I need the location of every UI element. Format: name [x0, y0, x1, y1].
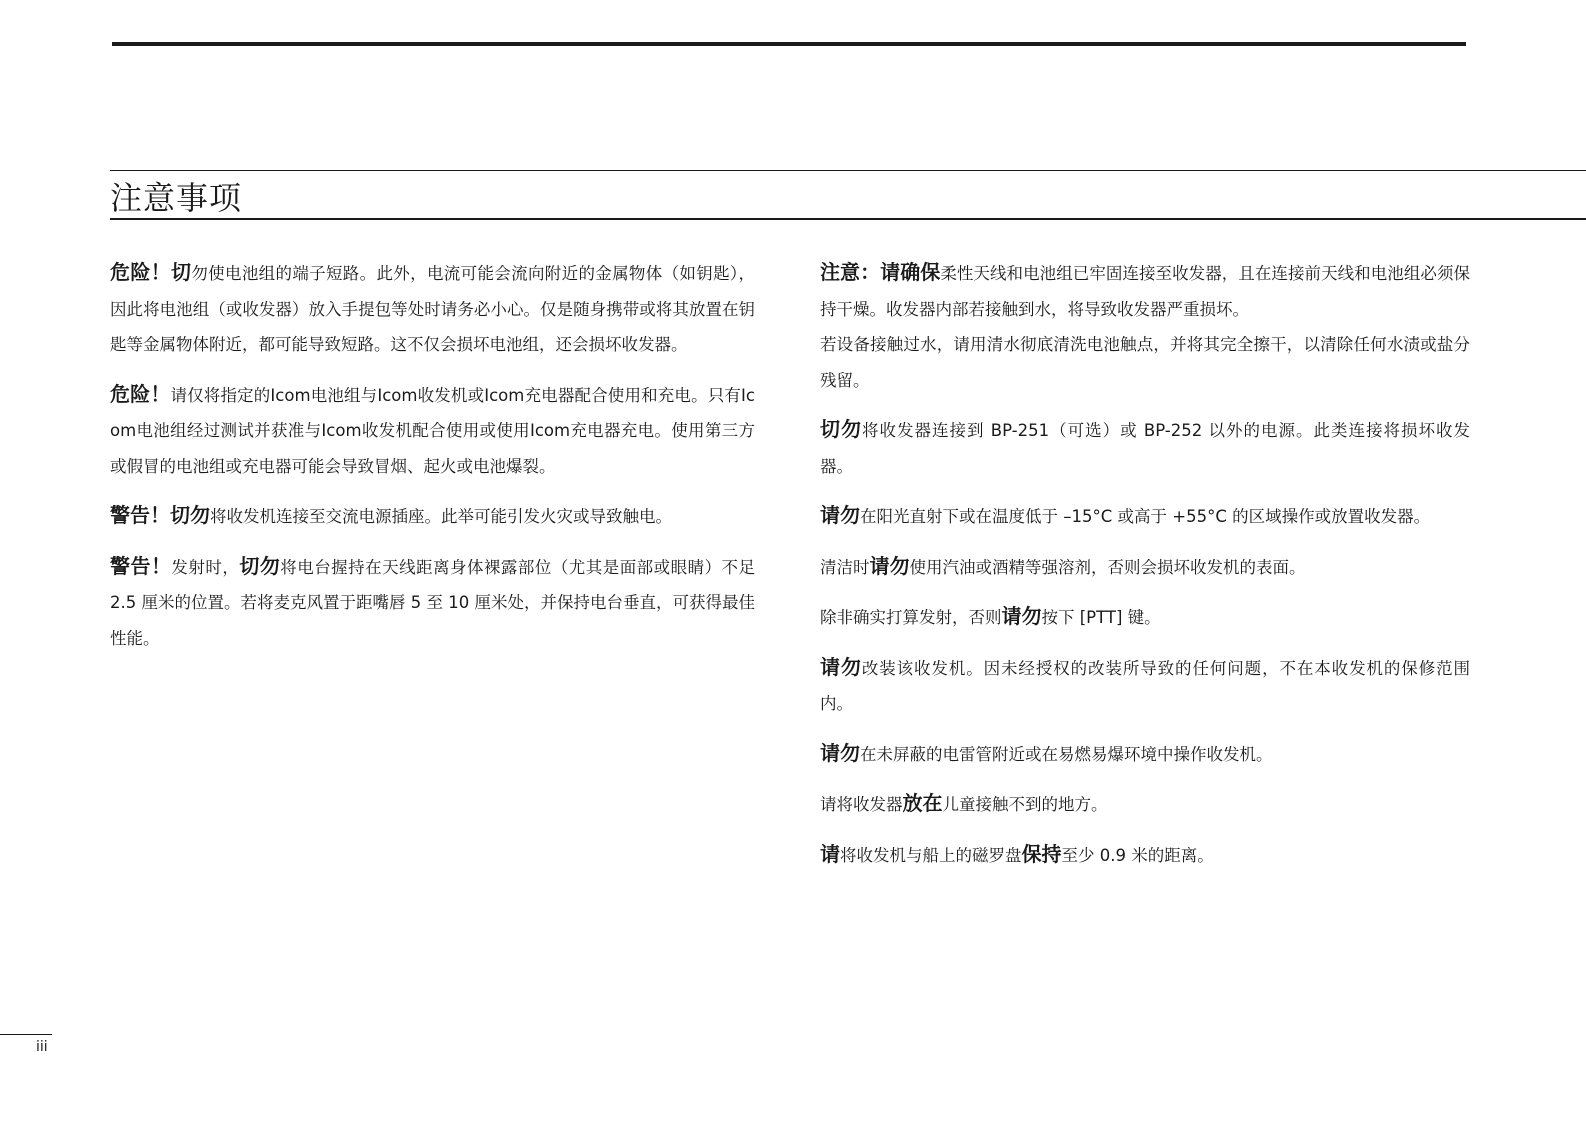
paragraph-text: 至少 0.9 米的距离。: [1061, 845, 1214, 865]
emphasis-label: 保持: [1021, 841, 1062, 866]
warning-ac-paragraph: [110, 498, 755, 535]
paragraph-text: 按下 [PTT] 键。: [1041, 608, 1161, 627]
paragraph-text: 儿童接触不到的地方。: [942, 795, 1108, 814]
emphasis-label: 请勿: [1001, 604, 1042, 628]
ptt-paragraph: [820, 599, 1470, 636]
warning-label: 警告！切勿: [110, 503, 210, 527]
emphasis-label: 请勿: [820, 654, 862, 679]
paragraph-text: 使用汽油或酒精等强溶剂，否则会损坏收发机的表面。: [909, 557, 1306, 577]
top-rule: [112, 42, 1466, 46]
emphasis-label: 请勿: [820, 503, 860, 527]
title-rule-bottom: [110, 218, 1586, 220]
warning-label: 警告！: [110, 553, 172, 578]
paragraph-middle: 将收发机与船上的磁罗盘: [840, 845, 1022, 865]
temperature-paragraph: [820, 498, 1470, 535]
explosive-paragraph: [820, 736, 1470, 773]
paragraph-text: 柔性天线和电池组已牢固连接至收发器，且在连接前天线和电池组必须保持干燥。收发器内部若接触到水，将导致收发器严重损坏。: [820, 264, 1471, 319]
emphasis-label: 放在: [902, 791, 943, 815]
emphasis-label: 请: [820, 841, 840, 866]
paragraph-text: 在未屏蔽的电雷管附近或在易燃易爆环境中操作收发机。: [860, 744, 1273, 764]
right-column: [820, 255, 1470, 887]
paragraph-prefix: 请将收发器: [820, 795, 903, 814]
modification-paragraph: [820, 650, 1470, 722]
water-contact-paragraph: 若设备接触过水，请用清水彻底清洗电池触点，并将其完全擦干，以清除任何水渍或盐分残留。: [820, 335, 1470, 390]
page-number-rule: [0, 1034, 52, 1035]
caution-waterproof-paragraph: [820, 255, 1470, 327]
danger-battery-paragraph: [110, 377, 755, 485]
paragraph-text: 将电台握持在天线距离身体裸露部位（尤其是面部或眼睛）不足 2.5 厘米的位置。若将麦克风置于距嘴唇 5 至 10 厘米处，并保持电台垂直，可获得最佳性能。: [110, 557, 756, 648]
danger-label: 危险！: [110, 381, 171, 406]
danger-short-circuit-paragraph: [110, 255, 755, 363]
danger-label: 危险！切: [110, 260, 192, 284]
emphasis-label: 切勿: [239, 553, 281, 578]
power-source-paragraph: [820, 412, 1470, 484]
cleaning-paragraph: [820, 549, 1470, 586]
page-number: iii: [36, 1039, 48, 1055]
emphasis-label: 请勿: [820, 740, 860, 765]
warning-transmit-paragraph: [110, 549, 755, 657]
emphasis-label: 请勿: [869, 553, 910, 578]
paragraph-text: 将收发器连接到 BP-251（可选）或 BP-252 以外的电源。此类连接将损坏收发器。: [820, 421, 1471, 476]
title-rule-top: [110, 170, 1586, 171]
children-paragraph: [820, 786, 1470, 823]
paragraph-text: 请仅将指定的Icom电池组与Icom收发机或Icom充电器配合使用和充电。只有Icom电池组经过测试并获准与Icom收发机配合使用或使用Icom充电器充电。使用第三方或假冒的电池组或充电器可能会导致冒烟、起火或电池爆裂。: [110, 385, 755, 476]
paragraph-text: 改装该收发机。因未经授权的改装所导致的任何问题，不在本收发机的保修范围内。: [820, 658, 1471, 713]
page-title: 注意事项: [110, 179, 243, 217]
emphasis-label: 切勿: [820, 417, 863, 441]
paragraph-prefix: 发射时，: [171, 557, 240, 577]
paragraph-prefix: 清洁时: [820, 557, 870, 577]
compass-paragraph: [820, 837, 1470, 874]
paragraph-text: 勿使电池组的端子短路。此外，电流可能会流向附近的金属物体（如钥匙），因此将电池组（或收发器）放入手提包等处时请务必小心。仅是随身携带或将其放置在钥匙等金属物体附近，都可能导致短路。这不仅会损坏电池组，还会损坏收发器。: [110, 264, 756, 354]
caution-label: 注意：请确保: [820, 260, 941, 284]
paragraph-text: 在阳光直射下或在温度低于 –15°C 或高于 +55°C 的区域操作或放置收发器。: [860, 507, 1431, 526]
paragraph-prefix: 除非确实打算发射，否则: [820, 608, 1002, 627]
paragraph-text: 将收发机连接至交流电源插座。此举可能引发火灾或导致触电。: [210, 507, 672, 526]
left-column: [110, 255, 755, 670]
